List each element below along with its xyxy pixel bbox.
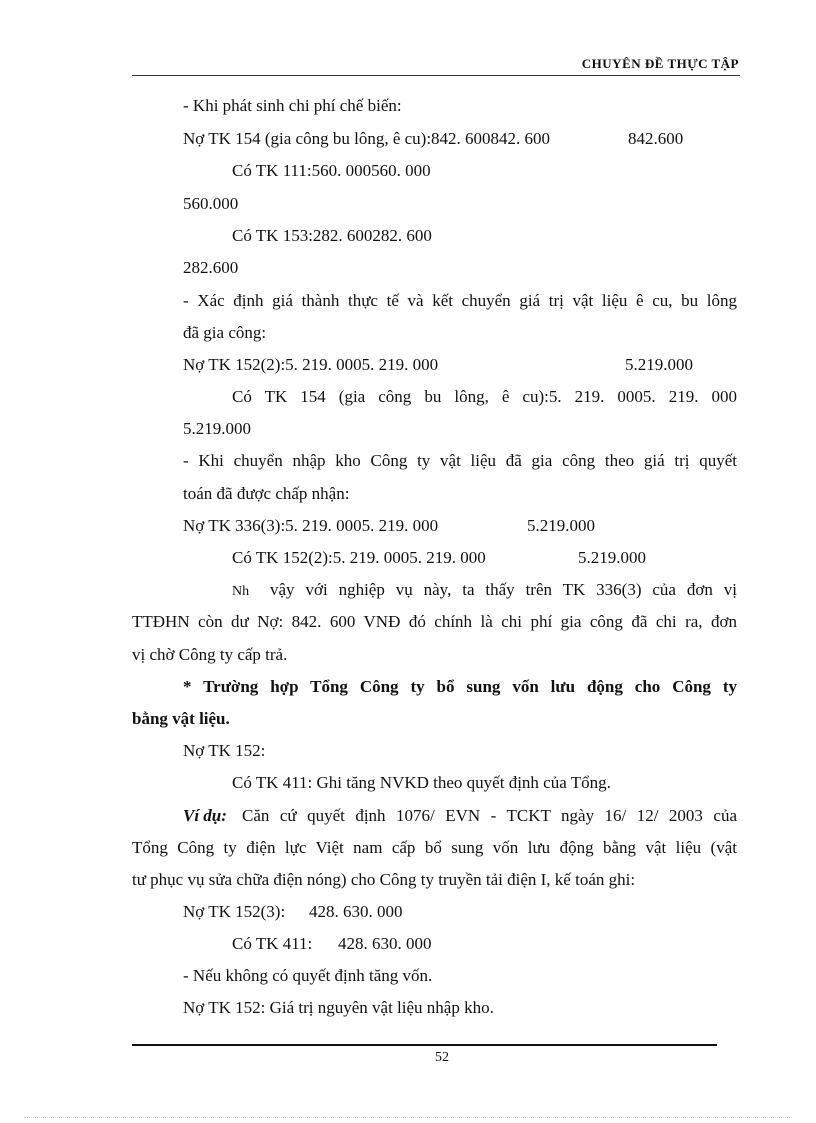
text-line: Có TK 411: — [232, 934, 313, 953]
text-line: - Nếu không có quyết định tăng vốn. — [183, 966, 433, 985]
text-line: Có TK 152(2):5. 219. 0005. 219. 000 — [232, 548, 486, 567]
text-line: Có TK 154 (gia công bu lông, ê cu):5. 219. 0005. 219. 000 — [232, 387, 737, 406]
text-line: vị chờ Công ty cấp trả. — [132, 645, 288, 664]
text-line: tư phục vụ sửa chữa điện nóng) cho Công ty truyền tải điện I, kế toán ghi: — [132, 870, 636, 889]
example-label: Ví dụ: — [183, 806, 227, 825]
section-heading: * Trường hợp Tổng Công ty bổ sung vốn lưu động cho Công ty — [183, 677, 737, 696]
page-number: 52 — [435, 1050, 449, 1065]
text-line: Căn cứ quyết định 1076/ EVN - TCKT ngày 16/ 12/ 2003 của — [242, 806, 737, 825]
amount-value: 5.219.000 — [183, 419, 251, 438]
amount-value: 5.219.000 — [625, 355, 693, 374]
amount-value: 5.219.000 — [578, 548, 646, 567]
header-rule — [132, 75, 740, 76]
text-line: vậy với nghiệp vụ này, ta thấy trên TK 336(3) của đơn vị — [270, 580, 737, 599]
amount-value: 842.600 — [628, 129, 684, 148]
text-line: - Xác định giá thành thực tế và kết chuyển giá trị vật liệu ê cu, bu lông — [183, 291, 737, 310]
section-heading: bằng vật liệu. — [132, 709, 230, 728]
text-line: Có TK 411: Ghi tăng NVKD theo quyết định của Tổng. — [232, 773, 611, 792]
amount-value: 282.600 — [183, 258, 239, 277]
text-line: Nợ TK 152(3): — [183, 902, 286, 921]
text-line: toán đã được chấp nhận: — [183, 484, 350, 503]
text-line: TTĐHN còn dư Nợ: 842. 600 VNĐ đó chính là chi phí gia công đã chi ra, đơn — [132, 612, 737, 631]
text-line: Tổng Công ty điện lực Việt nam cấp bổ sung vốn lưu động bằng vật liệu (vật — [132, 838, 737, 857]
text-line: Nợ TK 152: Giá trị nguyên vật liệu nhập kho. — [183, 998, 494, 1017]
amount-value: 5.219.000 — [527, 516, 595, 535]
amount-value: 560.000 — [183, 194, 239, 213]
text-line: Nợ TK 152: — [183, 741, 266, 760]
text-line: Có TK 153:282. 600282. 600 — [232, 226, 432, 245]
amount-value: 428. 630. 000 — [309, 902, 403, 921]
text-line: Có TK 111:560. 000560. 000 — [232, 161, 431, 180]
amount-value: 428. 630. 000 — [338, 934, 432, 953]
header-title: CHUYÊN ĐỀ THỰC TẬP — [581, 56, 739, 71]
footer-rule — [132, 1044, 717, 1046]
text-line: - Khi chuyển nhập kho Công ty vật liệu đã gia công theo giá trị quyết — [183, 451, 737, 470]
text-line: - Khi phát sinh chi phí chế biến: — [183, 96, 402, 115]
text-line: Nợ TK 154 (gia công bu lông, ê cu):842. 600842. 600 — [183, 129, 551, 148]
page-edge-divider — [24, 1117, 792, 1118]
text-line: Nợ TK 152(2):5. 219. 0005. 219. 000 — [183, 355, 439, 374]
text-line: Nợ TK 336(3):5. 219. 0005. 219. 000 — [183, 516, 439, 535]
text-line: đã gia công: — [183, 323, 267, 342]
text-fragment: Nh — [232, 584, 250, 599]
